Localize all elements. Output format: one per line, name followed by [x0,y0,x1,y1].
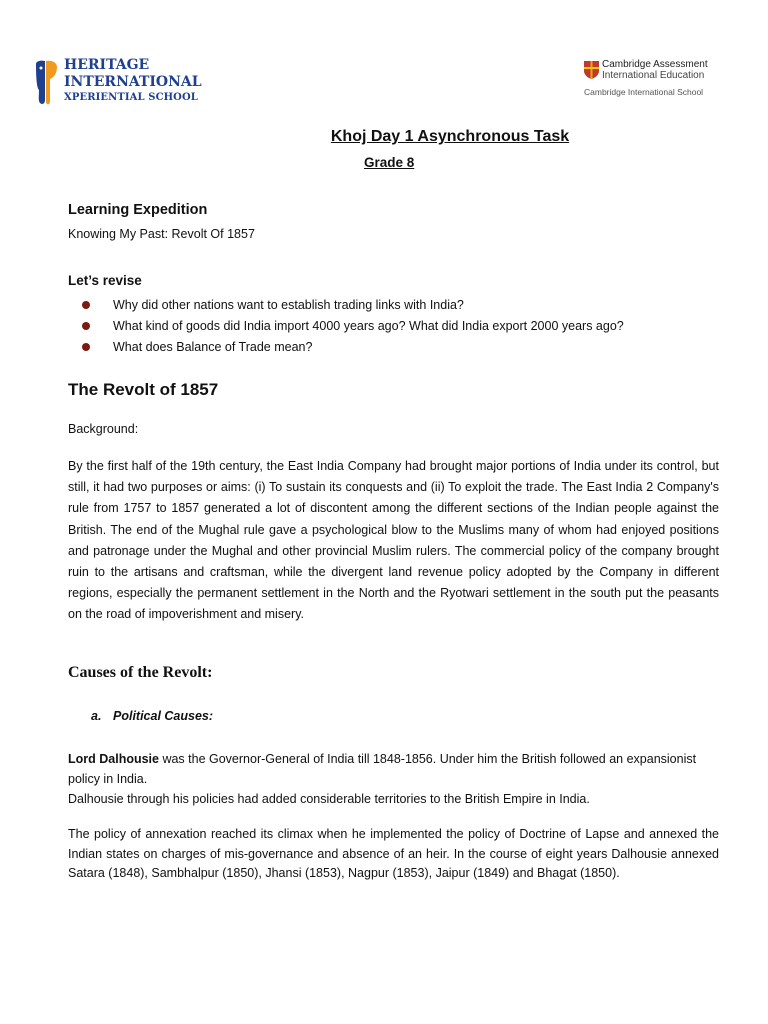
logo-line-3: XPERIENTIAL SCHOOL [64,92,198,103]
cambridge-shield-icon [584,61,599,79]
bullet-icon [82,343,90,351]
list-marker: a. [91,709,102,723]
dalhousie-line-2: Dalhousie through his policies had added considerable territories to the British Empire in India. [68,792,590,806]
list-item: Why did other nations want to establish trading links with India? [80,297,624,318]
list-item: What does Balance of Trade mean? [80,339,624,360]
cambridge-logo [582,58,732,102]
bullet-icon [82,322,90,330]
dalhousie-name: Lord Dalhousie [68,752,159,766]
causes-heading: Causes of the Revolt: [68,664,213,681]
learning-expedition-heading: Learning Expedition [68,202,208,218]
revise-heading: Let’s revise [68,273,142,288]
logo-line-1: HERITAGE [64,57,150,73]
revolt-heading: The Revolt of 1857 [68,380,219,399]
heritage-logo [33,57,202,108]
revise-list [80,297,624,360]
cambridge-line-2: International Education [602,70,705,81]
page-title: Khoj Day 1 Asynchronous Task [330,128,570,145]
political-causes-label: Political Causes: [113,709,214,723]
cambridge-line-3: Cambridge International School [584,87,704,97]
dalhousie-paragraph [68,749,719,809]
elephant-logo-icon [33,60,59,106]
background-label: Background: [68,422,139,436]
logo-line-2: INTERNATIONAL [64,74,202,90]
cambridge-line-1: Cambridge Assessment [602,59,708,70]
grade-label: Grade 8 [364,155,415,170]
dalhousie-text: was the Governor-General of India till 1848-1856. Under him the British followed an expansionist policy in India. [68,752,697,786]
annexation-paragraph: The policy of annexation reached its climax when he implemented the policy of Doctrine of Lapse and annexed the Indian states on charges of mis-governance and absence of an heir. In the course of eight years Dalhousie annexed Satara (1848), Sambhalpur (1850), Jhansi (1853), Nagpur (1853), Jaipur (1849) and Bhagat (1850). [68,827,719,881]
bullet-icon [82,301,90,309]
list-item: What kind of goods did India import 4000 years ago? What did India export 2000 years ago? [80,318,624,339]
political-causes-heading [91,709,213,723]
background-paragraph: By the first half of the 19th century, the East India Company had brought major portions of India under its control, but still, it had two purposes or aims: (i) To sustain its conquests and (ii) To exploit the trade. The East India 2 Company's rule from 1757 to 1857 generated a lot of discontent among the different sections of the Indian people against the British. The end of the Mughal rule gave a psychological blow to the Muslims many of whom had enjoyed positions and patronage under the Mughal and other provincial Muslim rulers. The commercial policy of the company brought ruin to the artisans and craftsman, while the divergent land revenue policy adopted by the Company in different regions, especially the permanent settlement in the North and the Ryotwari settlement in the south put the peasants on the road of impoverishment and misery. [68,459,719,622]
learning-expedition-text: Knowing My Past: Revolt Of 1857 [68,227,255,241]
